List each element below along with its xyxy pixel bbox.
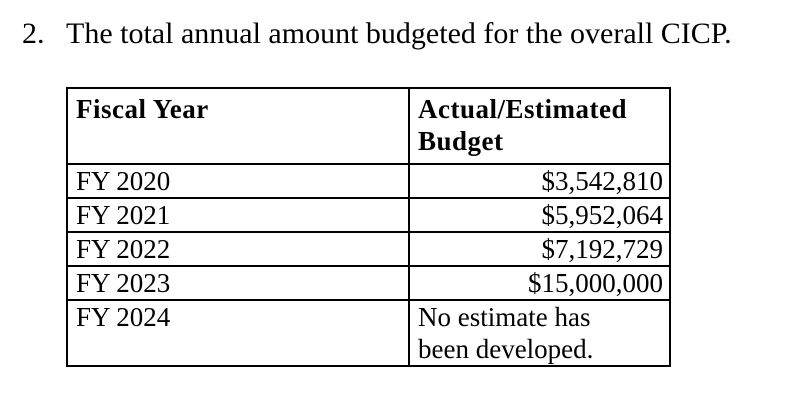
table-row xyxy=(67,300,670,366)
budget-cell: $3,542,810 xyxy=(409,164,670,198)
fiscal-year-cell: FY 2024 xyxy=(67,300,409,366)
budget-cell: $15,000,000 xyxy=(409,266,670,300)
header-budget-line2: Budget xyxy=(418,126,504,156)
header-budget-line1: Actual/Estimated xyxy=(418,94,627,124)
header-fiscal-year: Fiscal Year xyxy=(67,88,409,164)
question-number: 2. xyxy=(22,17,45,50)
fiscal-year-cell: FY 2023 xyxy=(67,266,409,300)
fiscal-year-cell: FY 2022 xyxy=(67,232,409,266)
budget-note-line1: No estimate has xyxy=(418,302,591,332)
header-budget xyxy=(409,88,670,164)
question-text: The total annual amount budgeted for the overall CICP. xyxy=(66,17,732,50)
table-row xyxy=(67,232,670,266)
fiscal-year-cell: FY 2020 xyxy=(67,164,409,198)
table-row xyxy=(67,266,670,300)
budget-cell: $5,952,064 xyxy=(409,198,670,232)
budget-note-cell xyxy=(409,300,670,366)
table-row xyxy=(67,198,670,232)
fiscal-year-cell: FY 2021 xyxy=(67,198,409,232)
budget-note-line2: been developed. xyxy=(418,334,594,364)
table-header-row xyxy=(67,88,670,164)
table-row xyxy=(67,164,670,198)
question-heading xyxy=(22,14,732,54)
budget-cell: $7,192,729 xyxy=(409,232,670,266)
budget-table xyxy=(66,87,671,367)
